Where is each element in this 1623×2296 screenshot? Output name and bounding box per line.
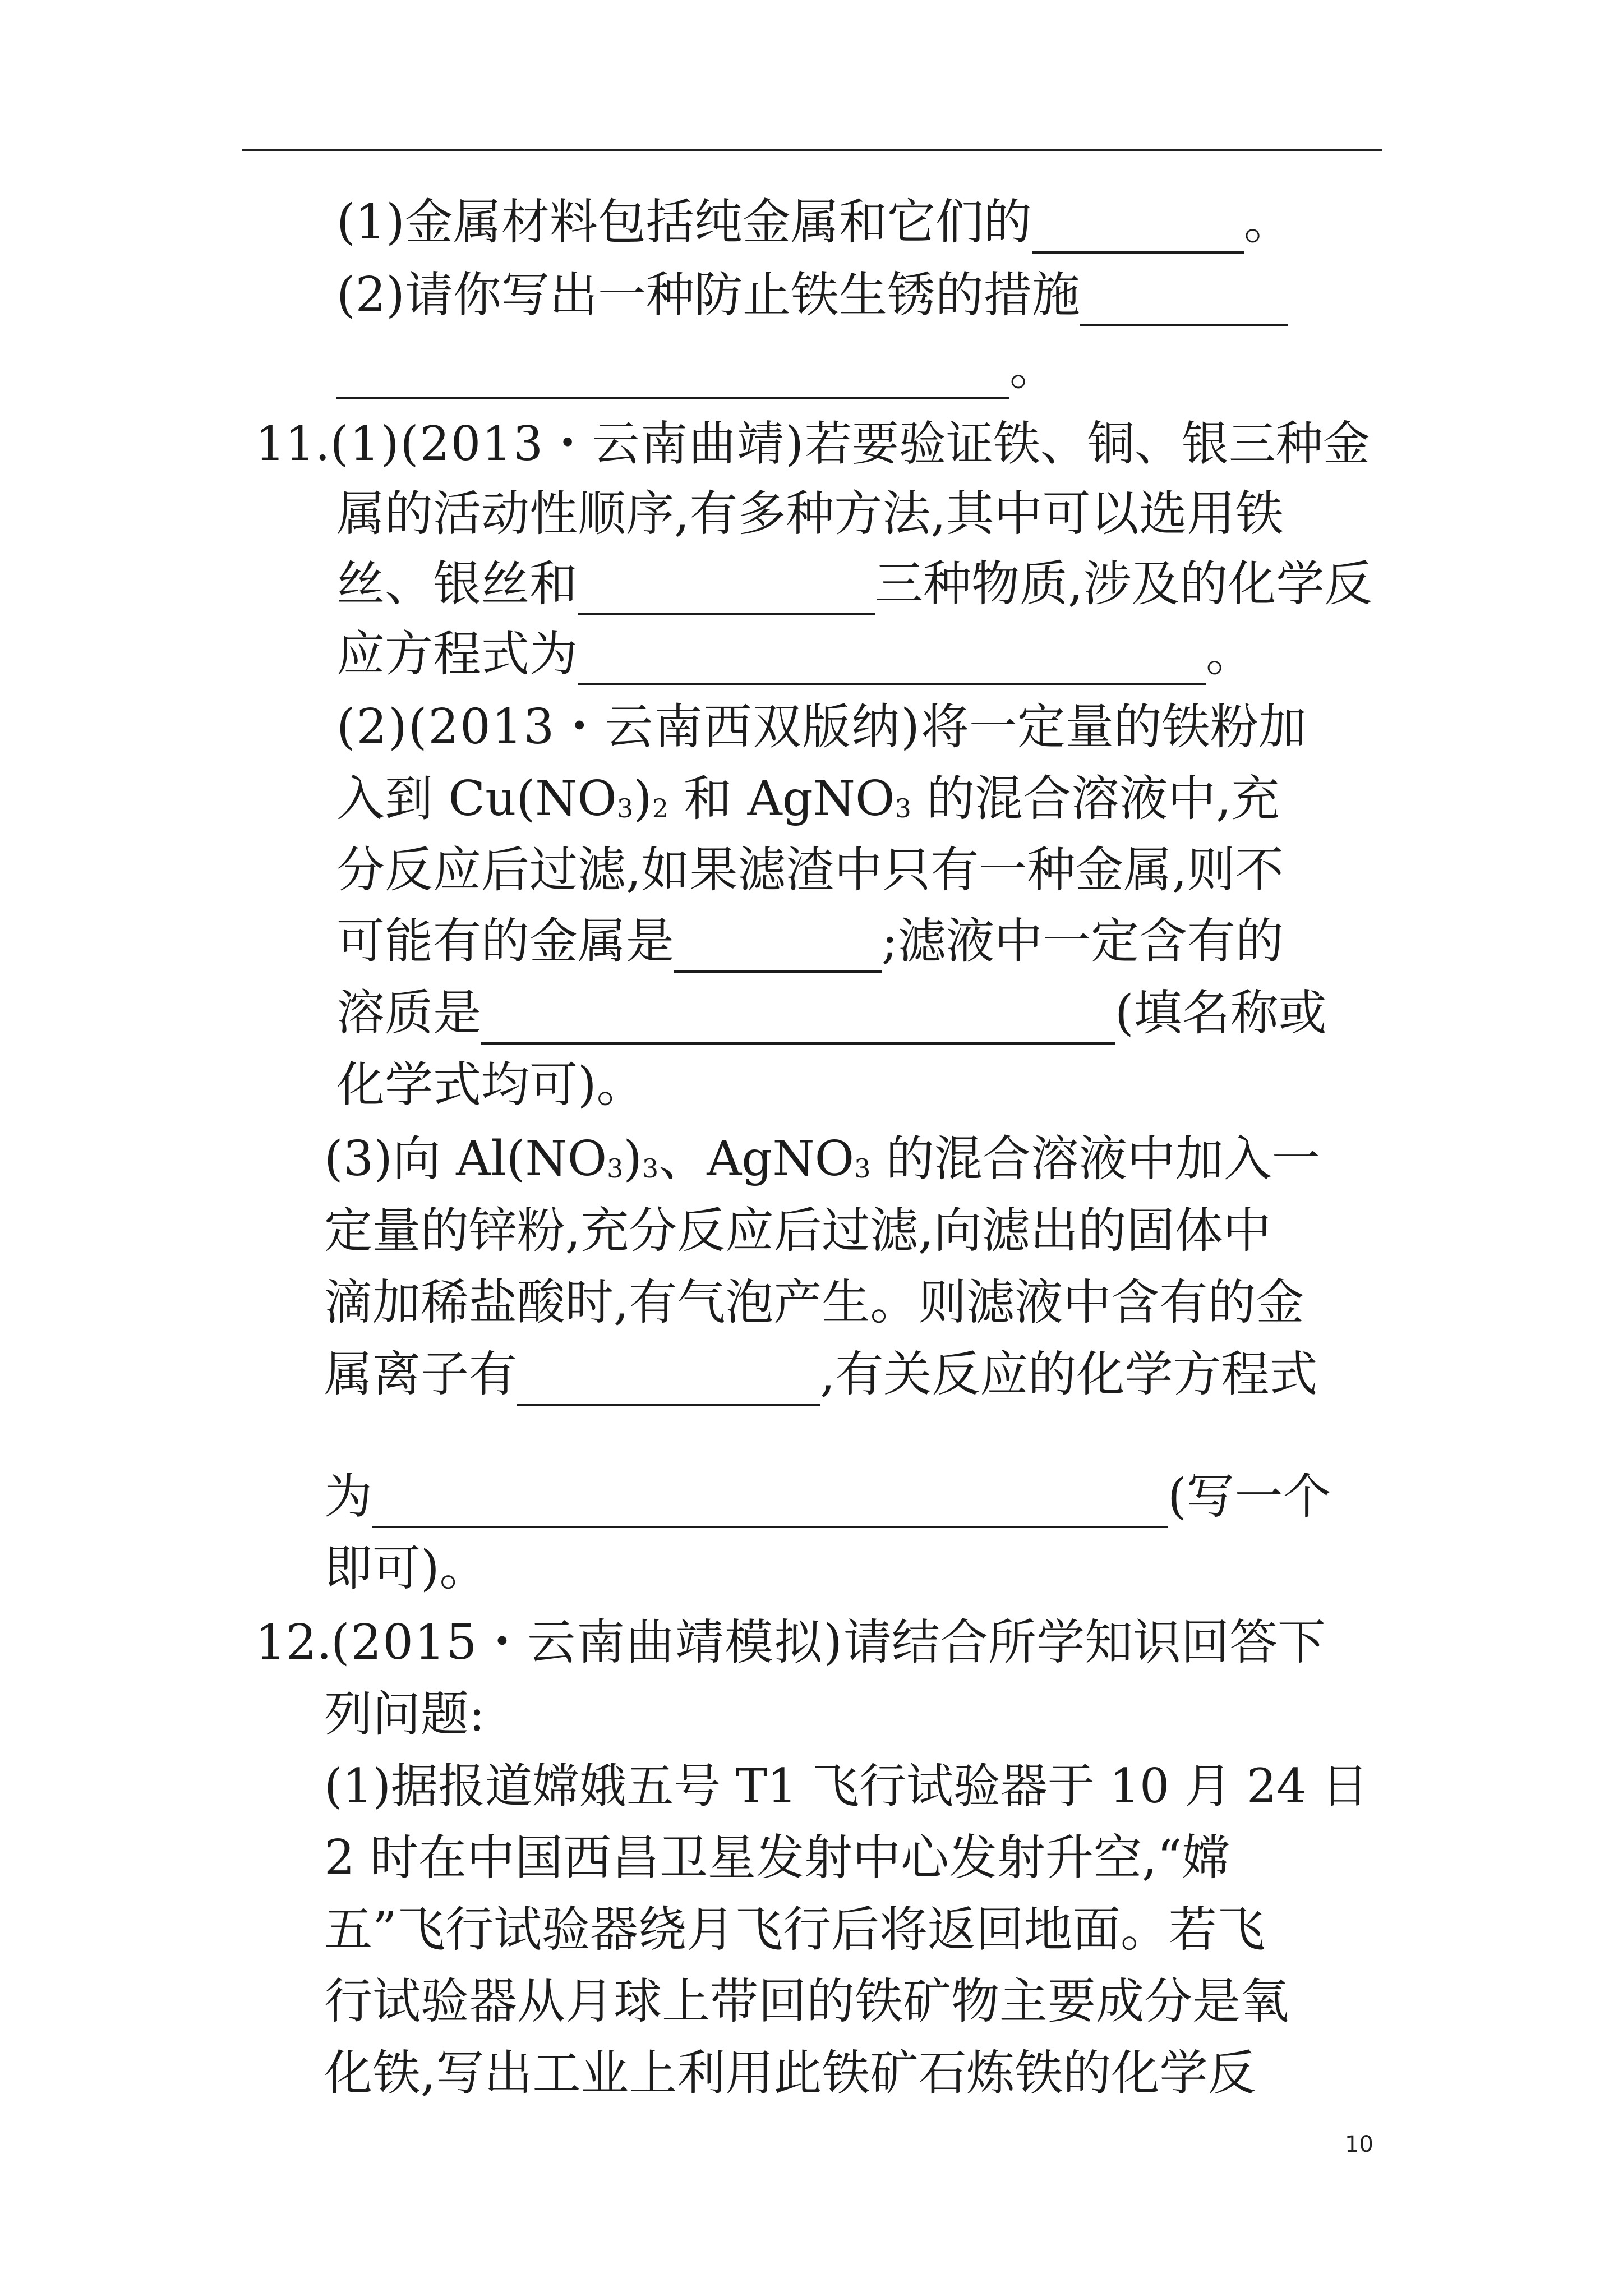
source-reference: (2)(2013・云南西双版纳) — [336, 699, 921, 755]
answer-blank — [578, 636, 1206, 685]
answer-blank — [674, 923, 882, 973]
q11-line-3: 丝、银丝和 三种物质,涉及的化学反 — [336, 553, 1372, 615]
q10-part2: (2)请你写出一种防止铁生锈的措施 — [336, 264, 1288, 326]
question-number: 12. — [255, 1614, 332, 1671]
q10-part2-continued: 。 — [336, 337, 1058, 399]
q12-line-7: 化铁,写出工业上利用此铁矿石炼铁的化学反 — [324, 2045, 1256, 2101]
q12-line-6: 行试验器从月球上带回的铁矿物主要成分是氧 — [324, 1973, 1289, 2030]
answer-blank — [578, 566, 875, 615]
q11-part3-line-1: (3)向 $Al(NO_3)_3$、AgNO$_3$ 的混合溶液中加入一 — [324, 1131, 1320, 1187]
q11-part2-line-2: 入到 $Cu(NO_3)_2$ 和 AgNO$_3$ 的混合溶液中,充 — [336, 771, 1280, 827]
q11-part3-line-4: 属离子有 ,有关反应的化学方程式 — [324, 1343, 1317, 1406]
q12-line-5: 五”飞行试验器绕月飞行后将返回地面。若飞 — [324, 1902, 1265, 1958]
source-reference: (1)(2013・云南曲靖) — [330, 416, 805, 471]
q12-line-3: (1)据报道嫦娥五号 T1 飞行试验器于 10 月 24 日 — [324, 1759, 1369, 1814]
q10-part1: (1)金属材料包括纯金属和它们的 。 — [336, 191, 1292, 254]
q11-part2-line-3: 分反应后过滤,如果滤渣中只有一种金属,则不 — [336, 842, 1284, 898]
q11-line-4: 应方程式为 。 — [336, 623, 1254, 685]
q11-line-2: 属的活动性顺序,有多种方法,其中可以选用铁 — [336, 486, 1284, 542]
answer-blank — [1032, 204, 1244, 254]
q11-part2-line-4: 可能有的金属是 ;滤液中一定含有的 — [336, 910, 1284, 973]
page-number: 10 — [1345, 2132, 1373, 2157]
q11-part2-line-5: 溶质是 (填名称或 — [336, 982, 1327, 1045]
q11-part3-line-2: 定量的锌粉,充分反应后过滤,向滤出的固体中 — [324, 1203, 1271, 1259]
answer-blank — [517, 1356, 820, 1406]
question-number: 11. — [255, 416, 330, 471]
q12-line-1: 12. (2015・云南曲靖模拟) 请结合所学知识回答下 — [255, 1611, 1357, 1674]
q12-line-4: 2 时在中国西昌卫星发射中心发射升空,“嫦 — [324, 1830, 1230, 1886]
q11-part3-line-5: 为 (写一个 — [324, 1465, 1331, 1528]
q11-part3-line-3: 滴加稀盐酸时,有气泡产生。则滤液中含有的金 — [324, 1274, 1304, 1331]
source-reference: (2015・云南曲靖模拟) — [331, 1614, 843, 1671]
q11-part2-line-1: (2)(2013・云南西双版纳) 将一定量的铁粉加 — [336, 696, 1307, 758]
answer-blank — [1080, 277, 1288, 326]
answer-blank — [372, 1479, 1168, 1528]
q12-line-2: 列问题: — [324, 1686, 485, 1742]
q11-part2-line-6: 化学式均可)。 — [336, 1057, 645, 1113]
answer-blank — [481, 995, 1115, 1045]
q11-line-1: 11. (1)(2013・云南曲靖) 若要验证铁、铜、银三种金 — [255, 412, 1368, 475]
answer-blank — [336, 350, 1009, 399]
q11-part3-line-6: 即可)。 — [324, 1540, 488, 1596]
header-rule — [242, 149, 1382, 151]
